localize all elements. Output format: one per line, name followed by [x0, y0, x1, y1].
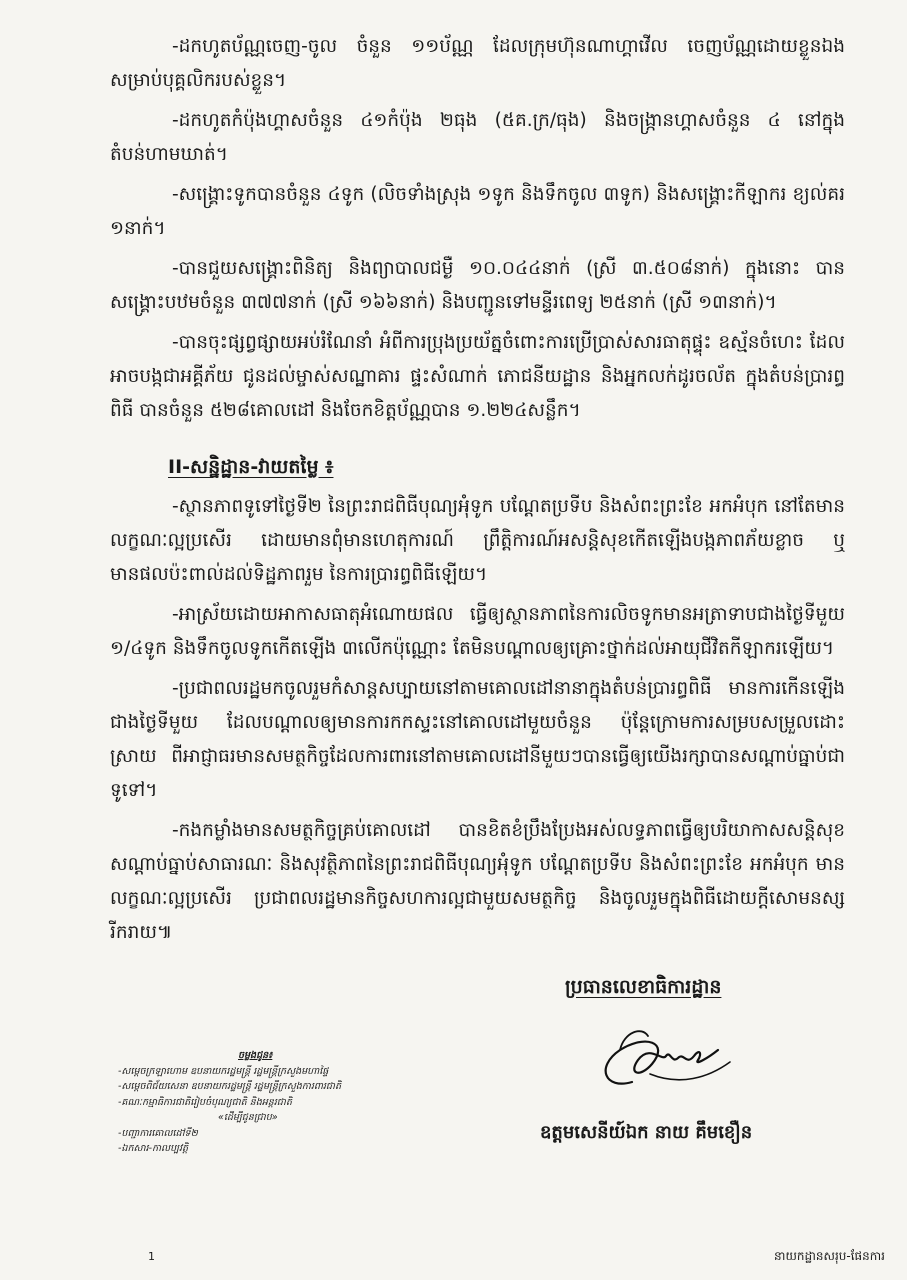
paragraph-3: -សង្គ្រោះទូកបានចំនួន ៤ទូក (លិចទាំងស្រុង ១ទូក និងទឹកចូល ៣ទូក) និងសង្គ្រោះកីឡាករ ខ្យល់គរ ១នាក់។	[110, 184, 845, 239]
section-paragraph-3: -ប្រជាពលរដ្ឋមកចូលរួមកំសាន្តសប្បាយនៅតាមគោលដៅនានាក្នុងតំបន់ប្រារព្ធពិធី មានការកើនឡើងជាងថ្ងៃទីមួយ ដែលបណ្តាលឲ្យមានការកកស្ទះនៅគោលដៅមួយចំនួន ប៉ុន្តែក្រោមការសម្របសម្រួលដោះស្រាយ ពីអាជ្ញាធរមានសមត្ថកិច្ចដែលការពារនៅតាមគោលដៅនីមួយៗបានធ្វើឲ្យយើងរក្សាបានសណ្តាប់ធ្នាប់ជាទូទៅ។	[110, 678, 845, 801]
recipient-item: -ឯកសារ-កាលប្បវត្តិ	[118, 1143, 188, 1154]
recipient-item: -គណៈកម្មាធិការជាតិរៀបចំបុណ្យជាតិ និងអន្តរជាតិ	[118, 1096, 292, 1108]
footer-note: នាយកដ្ឋានសរុប-ផែនការ	[774, 1249, 885, 1263]
signature-title: ប្រធានលេខាធិការដ្ឋាន	[565, 976, 722, 998]
recipients-list	[118, 1048, 418, 1157]
signatory-name: ឧត្តមសេនីយ៍ឯក នាយ គឹមខឿន	[540, 1122, 753, 1143]
recipient-item: -សម្តេចក្រឡាហោម ឧបនាយករដ្ឋមន្ត្រី រដ្ឋមន្ត្រីក្រសួងមហាផ្ទៃ	[118, 1065, 329, 1077]
paragraph-2: -ដកហូតកំប៉ុងហ្គាសចំនួន ៤១កំប៉ុង ២ធុង (៥គ.ក្រ/ធុង) និងចង្ក្រានហ្គាសចំនួន ៤ នៅក្នុងតំបន់ហាមឃាត់។	[110, 110, 845, 165]
section-heading: II-សន្និដ្ឋាន-វាយតម្លៃ ៖	[168, 456, 334, 478]
recipient-item: «ដើម្បីជូនជ្រាប»	[218, 1112, 278, 1123]
section-paragraph-2: -អាស្រ័យដោយអាកាសធាតុអំណោយផល ធ្វើឲ្យស្ថានភាពនៃការលិចទូកមានអត្រាទាបជាងថ្ងៃទីមួយ ១/៤ទូក និងទឹកចូលទូកកើតឡើង ៣លើកប៉ុណ្ណោះ តែមិនបណ្តាលឲ្យគ្រោះថ្នាក់ដល់អាយុជីវិតកីឡាករឡើយ។	[110, 604, 845, 659]
body-text	[110, 30, 845, 956]
section-paragraph-1: -ស្ថានភាពទូទៅថ្ងៃទី២ នៃព្រះរាជពិធីបុណ្យអុំទូក បណ្តែតប្រទីប និងសំពះព្រះខែ អកអំបុក នៅតែមានលក្ខណៈល្អប្រសើរ ដោយមានពុំមានហេតុការណ៍ ព្រឹត្តិការណ៍អសន្តិសុខកើតឡើងបង្កភាពភ័យខ្លាច ឬមានផលប៉ះពាល់ដល់ទិដ្ឋភាពរួម នៃការប្រារព្ធពិធីឡើយ។	[110, 496, 845, 585]
recipient-item: -បញ្ជាការគោលដៅទី២	[118, 1127, 198, 1139]
handwritten-signature	[590, 1012, 740, 1107]
paragraph-5: -បានចុះផ្សព្វផ្សាយអប់រំណែនាំ អំពីការប្រុងប្រយ័ត្នចំពោះការប្រើប្រាស់សារធាតុផ្ទុះ ឧស្ម័នចំហេះ ដែលអាចបង្កជាអគ្គីភ័យ ជូនដល់ម្ចាស់សណ្ឋាគារ ផ្ទះសំណាក់ ភោជនីយដ្ឋាន និងអ្នកលក់ដូរចល័ត ក្នុងតំបន់ប្រារព្ធពិធី បានចំនួន ៥២៨គោលដៅ និងចែកខិត្តប័ណ្ណបាន ១.២២៤សន្លឹក។	[110, 332, 845, 421]
recipients-heading: ចម្លងជូន៖	[238, 1050, 273, 1061]
recipient-item: -សម្តេចពិជ័យសេនា ឧបនាយករដ្ឋមន្ត្រី រដ្ឋមន្ត្រីក្រសួងការពារជាតិ	[118, 1081, 341, 1092]
paragraph-1: -ដកហូតប័ណ្ណចេញ-ចូល ចំនួន ១១ប័ណ្ណ ដែលក្រុមហ៊ុនណាហ្គាវើល ចេញប័ណ្ណដោយខ្លួនឯង សម្រាប់បុគ្គលិករបស់ខ្លួន។	[110, 36, 845, 91]
page-number: 1	[148, 1250, 155, 1263]
section-paragraph-4: -កងកម្លាំងមានសមត្ថកិច្ចគ្រប់គោលដៅ បានខិតខំប្រឹងប្រែងអស់លទ្ធភាពធ្វើឲ្យបរិយាកាសសន្តិសុខ សណ្តាប់ធ្នាប់សាធារណៈ និងសុវត្ថិភាពនៃព្រះរាជពិធីបុណ្យអុំទូក បណ្តែតប្រទីប និងសំពះព្រះខែ អកអំបុក មានលក្ខណៈល្អប្រសើរ ប្រជាពលរដ្ឋមានកិច្ចសហការល្អជាមួយសមត្ថកិច្ច និងចូលរួមក្នុងពិធីដោយក្តីសោមនស្សរីករាយ៕	[110, 820, 845, 943]
paragraph-4: -បានជួយសង្គ្រោះពិនិត្យ និងព្យាបាលជម្ងឺ ១០.០៤៤នាក់ (ស្រី ៣.៥០៨នាក់) ក្នុងនោះ បានសង្គ្រោះបឋមចំនួន ៣៧៧នាក់ (ស្រី ១៦៦នាក់) និងបញ្ជូនទៅមន្ទីរពេទ្យ ២៥នាក់ (ស្រី ១៣នាក់)។	[110, 258, 845, 313]
